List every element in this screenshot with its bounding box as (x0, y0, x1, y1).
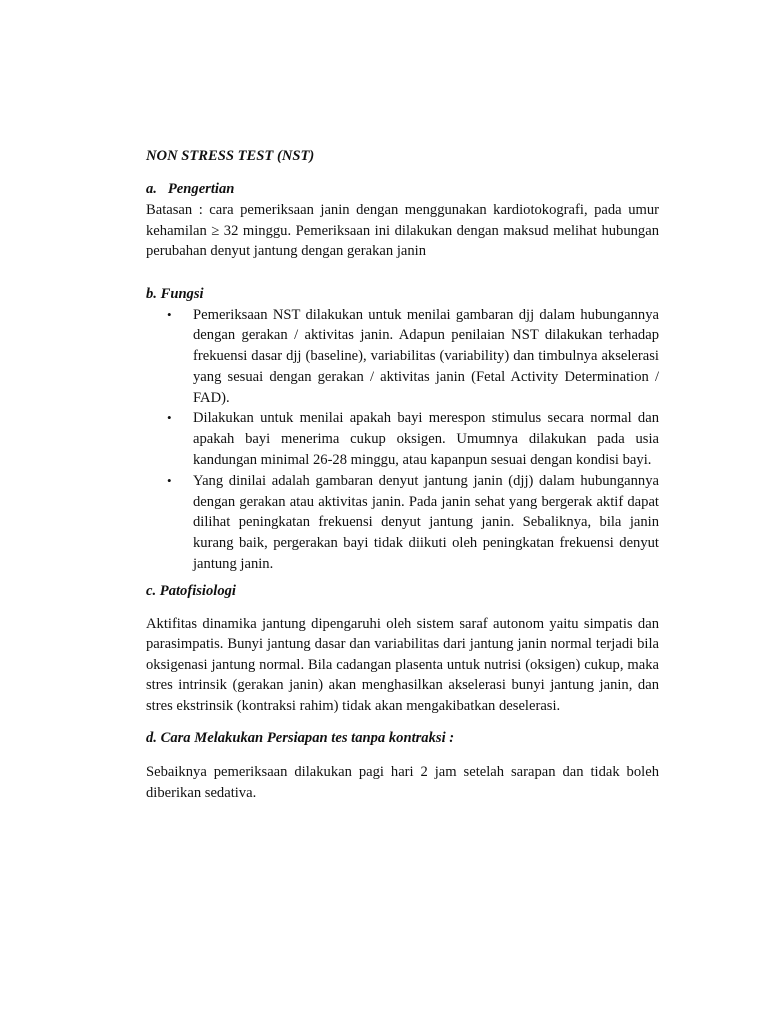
bullet-dot-icon: • (167, 410, 172, 426)
bullet-item (146, 305, 659, 409)
section-b-bullet-list (146, 305, 659, 575)
bullet-dot-icon: • (167, 472, 172, 488)
document-title: NON STRESS TEST (NST) (146, 148, 315, 164)
section-a-paragraph: Batasan : cara pemeriksaan janin dengan menggunakan kardiotokografi, pada umur kehamilan ≥ 32 minggu. Pemeriksaan ini dilakukan dengan maksud melihat hubungan perubahan denyut jantung dengan gerakan janin (146, 202, 659, 259)
section-a-heading: a. Pengertian (146, 181, 235, 197)
bullet-item (146, 471, 659, 575)
section-c-heading: c. Patofisiologi (146, 582, 236, 599)
bullet-text: Yang dinilai adalah gambaran denyut jantung janin (djj) dalam hubungannya dengan gerakan atau aktivitas janin. Pada janin sehat yang bergerak aktif dapat dilihat peningkatan frekuensi denyut jantung janin. Sebaliknya, bila janin kurang baik, pergerakan bayi tidak diikuti oleh peningkatan frekuensi denyut jantung janin. (193, 472, 659, 573)
section-d-heading: d. Cara Melakukan Persiapan tes tanpa kontraksi : (146, 730, 455, 747)
section-d-paragraph: Sebaiknya pemeriksaan dilakukan pagi hari 2 jam setelah sarapan dan tidak boleh diberikan sedativa. (146, 764, 659, 801)
bullet-text: Pemeriksaan NST dilakukan untuk menilai gambaran djj dalam hubungannya dengan gerakan / aktivitas janin. Adapun penilaian NST dilakukan terhadap frekuensi dasar djj (baseline), variabilitas (variability) dan timbulnya akselerasi yang sesuai dengan gerakan / aktivitas janin (Fetal Activity Determination / FAD). (193, 306, 659, 406)
bullet-dot-icon: • (167, 306, 172, 322)
bullet-item (146, 408, 659, 470)
section-c-paragraph: Aktifitas dinamika jantung dipengaruhi oleh sistem saraf autonom yaitu simpatis dan parasimpatis. Bunyi jantung dasar dan variabilitas dari jantung janin normal terjadi bila oksigenasi jantung normal. Bila cadangan plasenta untuk nutrisi (oksigen) cukup, maka stres intrinsik (gerakan janin) akan menghasilkan akselerasi bunyi jantung janin, dan stres ekstrinsik (kontraksi rahim) tidak akan mengakibatkan deselerasi. (146, 615, 659, 714)
bullet-text: Dilakukan untuk menilai apakah bayi merespon stimulus secara normal dan apakah bayi menerima cukup oksigen. Umumnya dilakukan pada usia kandungan minimal 26-28 minggu, atau kapanpun sesuai dengan kondisi bayi. (193, 410, 659, 469)
document-page (146, 146, 659, 803)
section-b-heading: b. Fungsi (146, 285, 204, 302)
